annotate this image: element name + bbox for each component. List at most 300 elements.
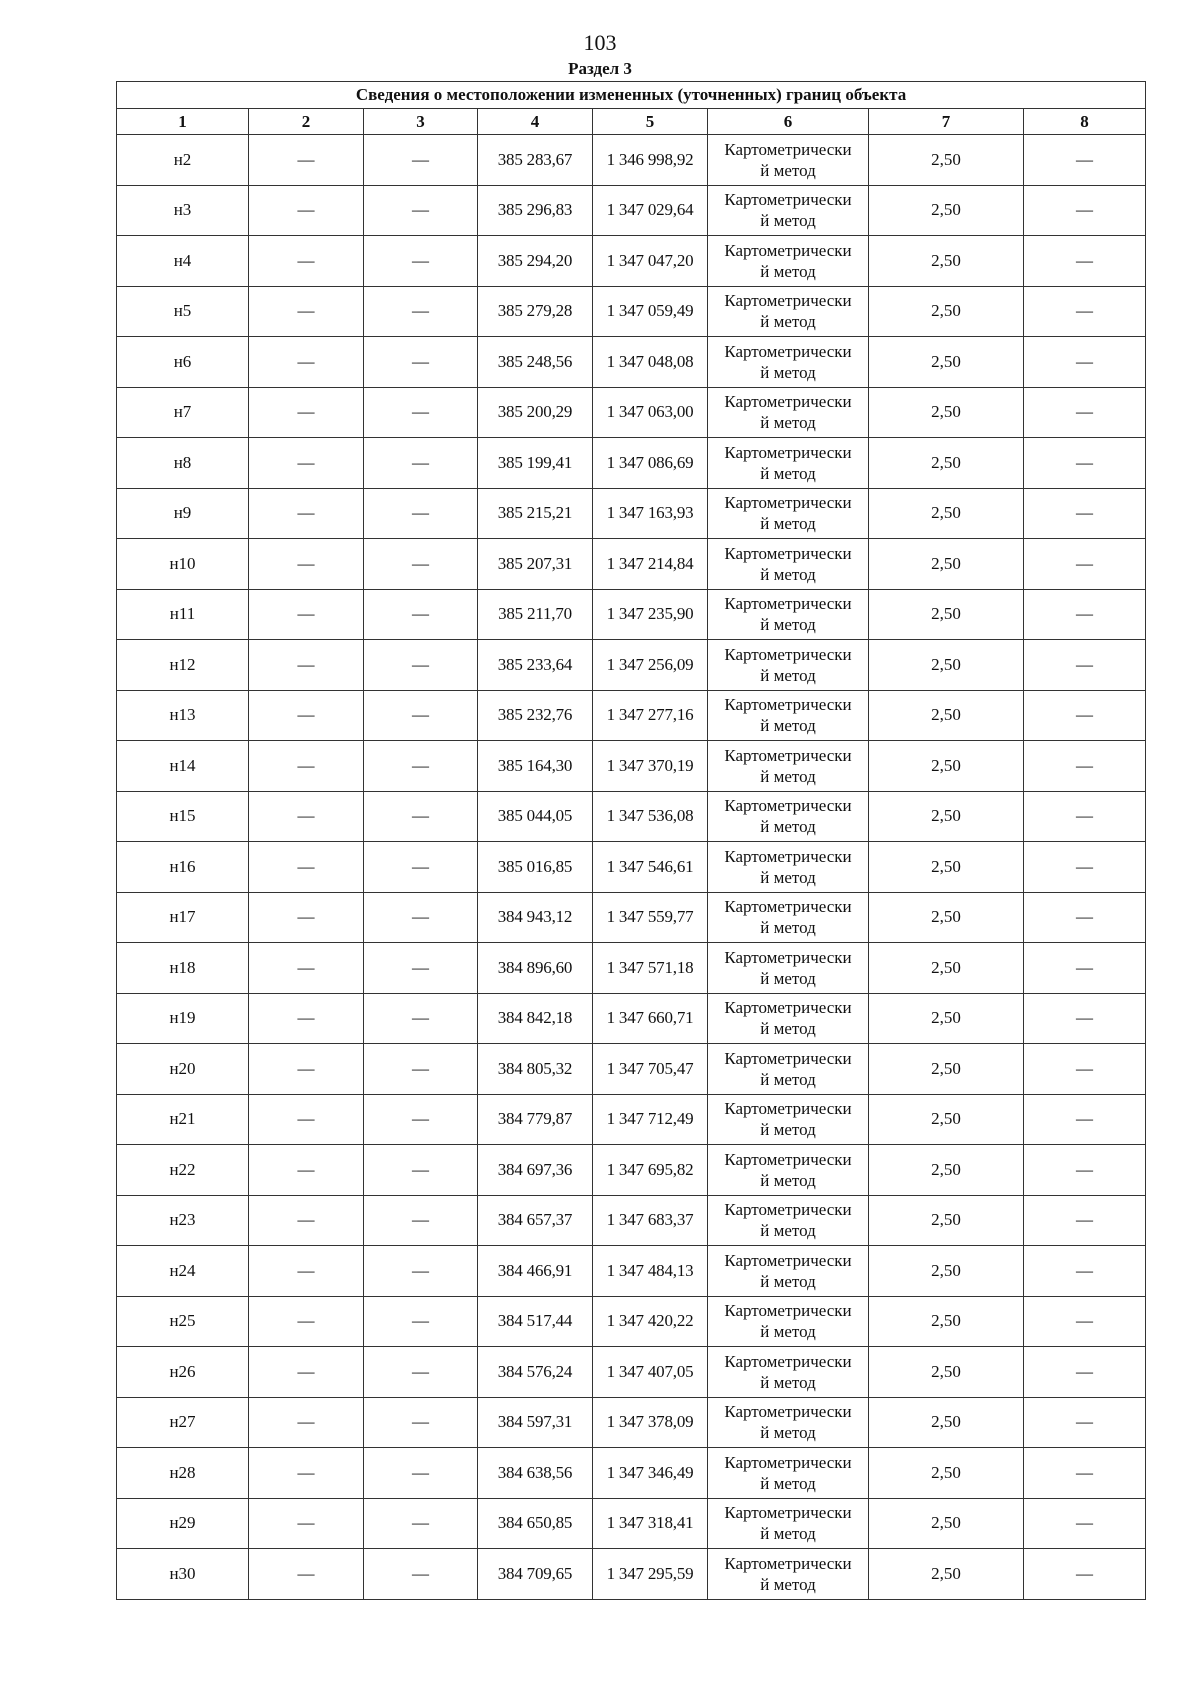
coordinate-x: 385 283,67 [478, 135, 593, 186]
method-cell [708, 1347, 869, 1398]
empty-dash: — [1024, 539, 1146, 590]
empty-dash: — [1024, 1094, 1146, 1145]
accuracy-value: 2,50 [869, 1044, 1024, 1095]
method-text-line-2: й метод [760, 615, 816, 635]
method-cell [708, 286, 869, 337]
coordinate-x: 384 650,85 [478, 1498, 593, 1549]
empty-dash: — [364, 286, 478, 337]
method-cell [708, 1195, 869, 1246]
table-row [117, 1549, 1146, 1600]
coordinate-x: 384 466,91 [478, 1246, 593, 1297]
accuracy-value: 2,50 [869, 1296, 1024, 1347]
table-caption: Сведения о местоположении измененных (уточненных) границ объекта [117, 82, 1146, 109]
coordinate-x: 385 279,28 [478, 286, 593, 337]
coordinate-y: 1 347 295,59 [593, 1549, 708, 1600]
empty-dash: — [364, 1296, 478, 1347]
method-cell [708, 1044, 869, 1095]
method-text-line-2: й метод [760, 1574, 816, 1594]
accuracy-value: 2,50 [869, 185, 1024, 236]
empty-dash: — [364, 842, 478, 893]
table-row [117, 488, 1146, 539]
table-row [117, 438, 1146, 489]
method-cell [708, 690, 869, 741]
empty-dash: — [249, 1246, 364, 1297]
coordinate-y: 1 347 660,71 [593, 993, 708, 1044]
coordinate-y: 1 347 546,61 [593, 842, 708, 893]
method-text-line-1: Картометрически [724, 998, 852, 1018]
empty-dash: — [249, 1498, 364, 1549]
empty-dash: — [249, 236, 364, 287]
table-row [117, 1246, 1146, 1297]
method-text-line-1: Картометрически [724, 1301, 852, 1321]
coordinate-y: 1 347 378,09 [593, 1397, 708, 1448]
method-text-line-1: Картометрически [724, 543, 852, 563]
method-text-line-2: й метод [760, 312, 816, 332]
accuracy-value: 2,50 [869, 943, 1024, 994]
table-row [117, 1195, 1146, 1246]
accuracy-value: 2,50 [869, 1549, 1024, 1600]
method-text-line-2: й метод [760, 867, 816, 887]
accuracy-value: 2,50 [869, 1094, 1024, 1145]
point-label: н7 [117, 387, 249, 438]
method-text-line-1: Картометрически [724, 190, 852, 210]
empty-dash: — [249, 135, 364, 186]
accuracy-value: 2,50 [869, 1448, 1024, 1499]
method-text-line-2: й метод [760, 1170, 816, 1190]
accuracy-value: 2,50 [869, 589, 1024, 640]
accuracy-value: 2,50 [869, 1498, 1024, 1549]
method-cell [708, 236, 869, 287]
method-cell [708, 1094, 869, 1145]
empty-dash: — [1024, 1397, 1146, 1448]
coordinate-y: 1 347 705,47 [593, 1044, 708, 1095]
empty-dash: — [1024, 1498, 1146, 1549]
method-cell [708, 791, 869, 842]
empty-dash: — [249, 943, 364, 994]
empty-dash: — [1024, 185, 1146, 236]
method-text-line-2: й метод [760, 413, 816, 433]
method-text-line-1: Картометрически [724, 1452, 852, 1472]
coordinate-x: 385 016,85 [478, 842, 593, 893]
empty-dash: — [1024, 791, 1146, 842]
empty-dash: — [1024, 1296, 1146, 1347]
coordinate-y: 1 347 318,41 [593, 1498, 708, 1549]
empty-dash: — [364, 488, 478, 539]
empty-dash: — [364, 236, 478, 287]
empty-dash: — [249, 185, 364, 236]
empty-dash: — [1024, 943, 1146, 994]
table-row [117, 1296, 1146, 1347]
empty-dash: — [249, 1347, 364, 1398]
empty-dash: — [364, 1044, 478, 1095]
empty-dash: — [364, 943, 478, 994]
coordinate-y: 1 347 571,18 [593, 943, 708, 994]
point-label: н16 [117, 842, 249, 893]
coordinate-x: 385 164,30 [478, 741, 593, 792]
empty-dash: — [364, 1195, 478, 1246]
point-label: н18 [117, 943, 249, 994]
accuracy-value: 2,50 [869, 135, 1024, 186]
method-text-line-2: й метод [760, 1322, 816, 1342]
table-body [117, 135, 1146, 1600]
empty-dash: — [1024, 236, 1146, 287]
method-text-line-1: Картометрически [724, 695, 852, 715]
coordinate-y: 1 347 695,82 [593, 1145, 708, 1196]
point-label: н30 [117, 1549, 249, 1600]
empty-dash: — [364, 387, 478, 438]
point-label: н5 [117, 286, 249, 337]
point-label: н12 [117, 640, 249, 691]
empty-dash: — [249, 488, 364, 539]
method-text-line-1: Картометрически [724, 1200, 852, 1220]
method-text-line-2: й метод [760, 918, 816, 938]
coordinate-y: 1 347 346,49 [593, 1448, 708, 1499]
method-cell [708, 1296, 869, 1347]
boundary-coordinates-table [116, 81, 1146, 1600]
coordinate-x: 385 233,64 [478, 640, 593, 691]
coordinate-x: 384 697,36 [478, 1145, 593, 1196]
coordinate-x: 384 517,44 [478, 1296, 593, 1347]
empty-dash: — [249, 1296, 364, 1347]
empty-dash: — [1024, 1246, 1146, 1297]
method-text-line-2: й метод [760, 514, 816, 534]
coordinate-x: 384 842,18 [478, 993, 593, 1044]
method-text-line-1: Картометрически [724, 897, 852, 917]
method-text-line-1: Картометрически [724, 1553, 852, 1573]
empty-dash: — [1024, 690, 1146, 741]
empty-dash: — [1024, 842, 1146, 893]
coordinate-y: 1 347 420,22 [593, 1296, 708, 1347]
empty-dash: — [364, 892, 478, 943]
coordinate-y: 1 347 370,19 [593, 741, 708, 792]
method-cell [708, 640, 869, 691]
method-text-line-1: Картометрически [724, 1402, 852, 1422]
coordinate-y: 1 347 235,90 [593, 589, 708, 640]
accuracy-value: 2,50 [869, 791, 1024, 842]
coordinate-x: 385 296,83 [478, 185, 593, 236]
method-text-line-1: Картометрически [724, 796, 852, 816]
point-label: н9 [117, 488, 249, 539]
method-text-line-2: й метод [760, 463, 816, 483]
accuracy-value: 2,50 [869, 438, 1024, 489]
empty-dash: — [1024, 640, 1146, 691]
table-row [117, 236, 1146, 287]
accuracy-value: 2,50 [869, 539, 1024, 590]
point-label: н20 [117, 1044, 249, 1095]
coordinate-y: 1 347 277,16 [593, 690, 708, 741]
empty-dash: — [364, 1347, 478, 1398]
empty-dash: — [364, 185, 478, 236]
point-label: н28 [117, 1448, 249, 1499]
table-row [117, 1044, 1146, 1095]
method-cell [708, 1498, 869, 1549]
method-text-line-1: Картометрически [724, 341, 852, 361]
point-label: н22 [117, 1145, 249, 1196]
empty-dash: — [1024, 1195, 1146, 1246]
method-text-line-2: й метод [760, 766, 816, 786]
table-row [117, 589, 1146, 640]
point-label: н15 [117, 791, 249, 842]
table-row [117, 1397, 1146, 1448]
coordinate-x: 385 215,21 [478, 488, 593, 539]
point-label: н23 [117, 1195, 249, 1246]
method-cell [708, 1246, 869, 1297]
accuracy-value: 2,50 [869, 1397, 1024, 1448]
method-cell [708, 337, 869, 388]
point-label: н17 [117, 892, 249, 943]
table-row [117, 993, 1146, 1044]
coordinate-y: 1 347 059,49 [593, 286, 708, 337]
point-label: н19 [117, 993, 249, 1044]
method-text-line-1: Картометрически [724, 594, 852, 614]
point-label: н11 [117, 589, 249, 640]
method-cell [708, 387, 869, 438]
table-row [117, 135, 1146, 186]
coordinate-y: 1 347 163,93 [593, 488, 708, 539]
method-text-line-1: Картометрически [724, 1503, 852, 1523]
point-label: н26 [117, 1347, 249, 1398]
empty-dash: — [1024, 438, 1146, 489]
table-row [117, 1145, 1146, 1196]
column-number: 7 [869, 109, 1024, 135]
empty-dash: — [249, 589, 364, 640]
empty-dash: — [249, 1044, 364, 1095]
empty-dash: — [364, 791, 478, 842]
accuracy-value: 2,50 [869, 1347, 1024, 1398]
coordinate-x: 384 576,24 [478, 1347, 593, 1398]
method-text-line-1: Картометрически [724, 240, 852, 260]
method-cell [708, 842, 869, 893]
point-label: н2 [117, 135, 249, 186]
method-cell [708, 135, 869, 186]
accuracy-value: 2,50 [869, 236, 1024, 287]
method-text-line-2: й метод [760, 362, 816, 382]
method-text-line-1: Картометрически [724, 1351, 852, 1371]
column-number: 4 [478, 109, 593, 135]
method-text-line-1: Картометрически [724, 139, 852, 159]
empty-dash: — [364, 1498, 478, 1549]
method-text-line-2: й метод [760, 968, 816, 988]
method-text-line-2: й метод [760, 1069, 816, 1089]
method-text-line-1: Картометрически [724, 1099, 852, 1119]
coordinate-y: 1 347 048,08 [593, 337, 708, 388]
column-number: 8 [1024, 109, 1146, 135]
coordinate-x: 385 199,41 [478, 438, 593, 489]
empty-dash: — [249, 1549, 364, 1600]
method-text-line-2: й метод [760, 261, 816, 281]
method-text-line-2: й метод [760, 1423, 816, 1443]
coordinate-x: 384 657,37 [478, 1195, 593, 1246]
empty-dash: — [249, 1195, 364, 1246]
coordinate-x: 384 896,60 [478, 943, 593, 994]
method-text-line-2: й метод [760, 716, 816, 736]
method-cell [708, 185, 869, 236]
empty-dash: — [364, 741, 478, 792]
method-text-line-2: й метод [760, 1221, 816, 1241]
table-row [117, 286, 1146, 337]
method-text-line-2: й метод [760, 1524, 816, 1544]
accuracy-value: 2,50 [869, 387, 1024, 438]
empty-dash: — [364, 640, 478, 691]
point-label: н24 [117, 1246, 249, 1297]
method-text-line-2: й метод [760, 817, 816, 837]
point-label: н27 [117, 1397, 249, 1448]
table-row [117, 1094, 1146, 1145]
empty-dash: — [1024, 589, 1146, 640]
coordinate-y: 1 347 256,09 [593, 640, 708, 691]
table-row [117, 892, 1146, 943]
accuracy-value: 2,50 [869, 488, 1024, 539]
empty-dash: — [364, 993, 478, 1044]
method-text-line-1: Картометрически [724, 947, 852, 967]
table-row [117, 1347, 1146, 1398]
method-cell [708, 488, 869, 539]
coordinate-y: 1 347 484,13 [593, 1246, 708, 1297]
empty-dash: — [364, 539, 478, 590]
coordinate-x: 385 044,05 [478, 791, 593, 842]
method-text-line-2: й метод [760, 564, 816, 584]
empty-dash: — [1024, 892, 1146, 943]
empty-dash: — [249, 842, 364, 893]
table-row [117, 185, 1146, 236]
coordinate-x: 384 779,87 [478, 1094, 593, 1145]
method-text-line-1: Картометрически [724, 1250, 852, 1270]
coordinate-y: 1 347 559,77 [593, 892, 708, 943]
empty-dash: — [249, 1397, 364, 1448]
method-text-line-2: й метод [760, 1372, 816, 1392]
empty-dash: — [1024, 741, 1146, 792]
coordinate-y: 1 347 712,49 [593, 1094, 708, 1145]
empty-dash: — [249, 539, 364, 590]
empty-dash: — [1024, 286, 1146, 337]
empty-dash: — [1024, 1448, 1146, 1499]
accuracy-value: 2,50 [869, 1145, 1024, 1196]
table-row [117, 943, 1146, 994]
empty-dash: — [1024, 1044, 1146, 1095]
point-label: н6 [117, 337, 249, 388]
empty-dash: — [249, 640, 364, 691]
method-text-line-1: Картометрически [724, 846, 852, 866]
point-label: н13 [117, 690, 249, 741]
empty-dash: — [249, 791, 364, 842]
coordinate-y: 1 347 086,69 [593, 438, 708, 489]
empty-dash: — [364, 1448, 478, 1499]
method-cell [708, 438, 869, 489]
method-text-line-2: й метод [760, 211, 816, 231]
point-label: н8 [117, 438, 249, 489]
point-label: н10 [117, 539, 249, 590]
empty-dash: — [249, 438, 364, 489]
accuracy-value: 2,50 [869, 640, 1024, 691]
method-text-line-2: й метод [760, 1019, 816, 1039]
table-row [117, 741, 1146, 792]
coordinate-x: 385 232,76 [478, 690, 593, 741]
method-text-line-1: Картометрически [724, 442, 852, 462]
coordinate-x: 385 200,29 [478, 387, 593, 438]
table-row [117, 387, 1146, 438]
empty-dash: — [1024, 387, 1146, 438]
empty-dash: — [249, 690, 364, 741]
coordinate-x: 384 638,56 [478, 1448, 593, 1499]
empty-dash: — [364, 1397, 478, 1448]
coordinate-x: 384 709,65 [478, 1549, 593, 1600]
accuracy-value: 2,50 [869, 286, 1024, 337]
table-row [117, 337, 1146, 388]
coordinate-x: 384 597,31 [478, 1397, 593, 1448]
page-number: 103 [583, 30, 617, 55]
empty-dash: — [1024, 337, 1146, 388]
empty-dash: — [364, 135, 478, 186]
method-text-line-1: Картометрически [724, 1048, 852, 1068]
point-label: н25 [117, 1296, 249, 1347]
method-cell [708, 741, 869, 792]
empty-dash: — [364, 337, 478, 388]
method-text-line-1: Картометрически [724, 392, 852, 412]
method-text-line-2: й метод [760, 1473, 816, 1493]
method-cell [708, 993, 869, 1044]
method-cell [708, 589, 869, 640]
method-text-line-2: й метод [760, 665, 816, 685]
method-text-line-1: Картометрически [724, 1149, 852, 1169]
accuracy-value: 2,50 [869, 1195, 1024, 1246]
empty-dash: — [249, 387, 364, 438]
coordinate-y: 1 347 683,37 [593, 1195, 708, 1246]
empty-dash: — [1024, 993, 1146, 1044]
section-title: Раздел 3 [568, 59, 632, 78]
method-text-line-2: й метод [760, 1120, 816, 1140]
coordinate-y: 1 347 047,20 [593, 236, 708, 287]
method-cell [708, 1397, 869, 1448]
table-row [117, 1498, 1146, 1549]
empty-dash: — [249, 741, 364, 792]
empty-dash: — [364, 589, 478, 640]
method-cell [708, 539, 869, 590]
empty-dash: — [249, 1094, 364, 1145]
empty-dash: — [364, 1094, 478, 1145]
empty-dash: — [249, 1145, 364, 1196]
method-cell [708, 943, 869, 994]
accuracy-value: 2,50 [869, 892, 1024, 943]
table-row [117, 640, 1146, 691]
accuracy-value: 2,50 [869, 842, 1024, 893]
empty-dash: — [1024, 488, 1146, 539]
empty-dash: — [364, 1549, 478, 1600]
empty-dash: — [249, 337, 364, 388]
coordinate-y: 1 347 536,08 [593, 791, 708, 842]
method-cell [708, 1448, 869, 1499]
method-text-line-1: Картометрически [724, 291, 852, 311]
column-number: 2 [249, 109, 364, 135]
column-number-row [117, 109, 1146, 135]
coordinate-x: 384 943,12 [478, 892, 593, 943]
method-text-line-1: Картометрически [724, 644, 852, 664]
empty-dash: — [249, 993, 364, 1044]
empty-dash: — [249, 286, 364, 337]
point-label: н14 [117, 741, 249, 792]
empty-dash: — [1024, 1347, 1146, 1398]
coordinate-x: 385 248,56 [478, 337, 593, 388]
coordinate-y: 1 347 029,64 [593, 185, 708, 236]
empty-dash: — [1024, 1145, 1146, 1196]
column-number: 5 [593, 109, 708, 135]
accuracy-value: 2,50 [869, 741, 1024, 792]
method-cell [708, 1145, 869, 1196]
table-caption-row [117, 82, 1146, 109]
table-row [117, 791, 1146, 842]
column-number: 1 [117, 109, 249, 135]
column-number: 3 [364, 109, 478, 135]
table-row [117, 690, 1146, 741]
